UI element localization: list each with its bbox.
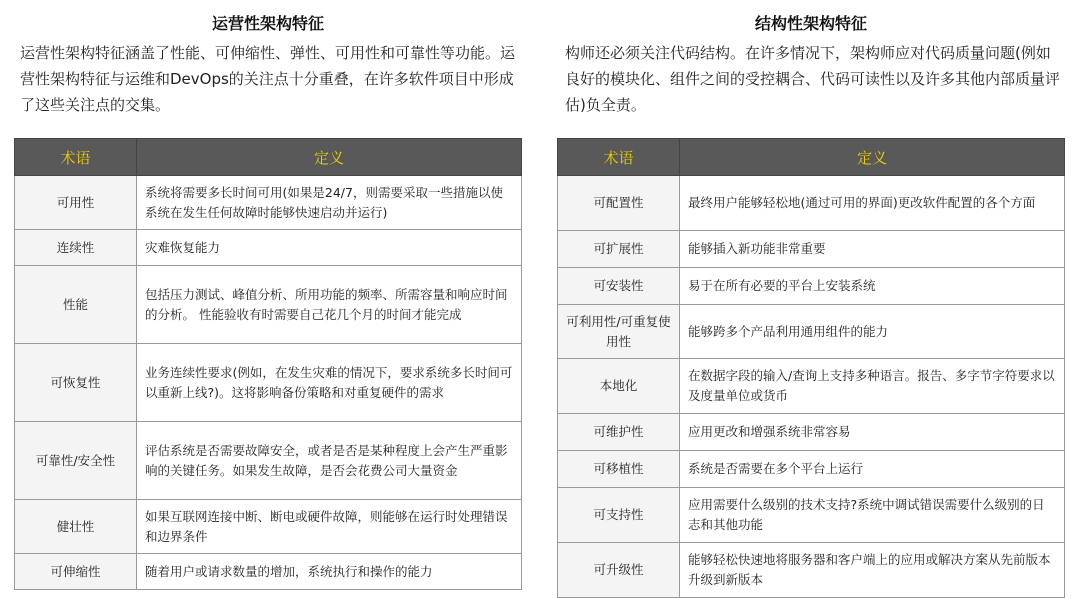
- table-header-row: [15, 139, 522, 176]
- table-row: [15, 230, 522, 266]
- term-cell: 可配置性: [558, 176, 680, 231]
- table-header-row: [558, 139, 1065, 176]
- definition-cell: 应用需要什么级别的技术支持?系统中调试错误需要什么级别的日 志和其他功能: [680, 488, 1065, 543]
- term-cell: 可移植性: [558, 451, 680, 488]
- definition-cell: 能够跨多个产品利用通用组件的能力: [680, 305, 1065, 359]
- header-term: 术语: [15, 139, 137, 176]
- term-cell: 可扩展性: [558, 231, 680, 268]
- structural-title: 结构性架构特征: [754, 14, 867, 33]
- term-cell: 可恢复性: [15, 344, 137, 422]
- definition-cell: 易于在所有必要的平台上安装系统: [680, 268, 1065, 305]
- definition-cell: 业务连续性要求(例如，在发生灾难的情况下，要求系统多长时间可以重新上线?)。这将影响备份策略和对重复硬件的需求: [137, 344, 522, 422]
- header-term: 术语: [558, 139, 680, 176]
- definition-cell: 如果互联网连接中断、断电或硬件故障，则能够在运行时处理错误和边界条件: [137, 500, 522, 554]
- structural-description: 构师还必须关注代码结构。在许多情况下，架构师应对代码质量问题(例如良好的模块化、组件之间的受控耦合、代码可读性以及许多其他内部质量评估)负全责。: [565, 44, 1061, 114]
- table-row: [558, 451, 1065, 488]
- term-cell: 可靠性/安全性: [15, 422, 137, 500]
- table-row: [15, 266, 522, 344]
- table-row: [15, 500, 522, 554]
- table-row: [15, 422, 522, 500]
- structural-table: [557, 138, 1065, 598]
- term-cell: 可伸缩性: [15, 554, 137, 590]
- definition-cell: 包括压力测试、峰值分析、所用功能的频率、所需容量和响应时间的分析。 性能验收有时需要自己花几个月的时间才能完成: [137, 266, 522, 344]
- structural-panel: [557, 0, 1065, 587]
- definition-cell: 能够轻松快速地将服务器和客户端上的应用或解决方案从先前版本升级到新版本: [680, 543, 1065, 598]
- term-cell: 可利用性/可重复使用性: [558, 305, 680, 359]
- header-definition: 定义: [680, 139, 1065, 176]
- table-row: [15, 176, 522, 230]
- term-cell: 可安装性: [558, 268, 680, 305]
- term-cell: 可升级性: [558, 543, 680, 598]
- table-row: [558, 305, 1065, 359]
- term-cell: 可支持性: [558, 488, 680, 543]
- term-cell: 连续性: [15, 230, 137, 266]
- definition-cell: 应用更改和增强系统非常容易: [680, 414, 1065, 451]
- table-row: [558, 543, 1065, 598]
- table-row: [558, 176, 1065, 231]
- operational-description: 运营性架构特征涵盖了性能、可伸缩性、弹性、可用性和可靠性等功能。运营性架构特征与运维和DevOps的关注点十分重叠，在许多软件项目中形成了这些关注点的交集。: [20, 44, 516, 114]
- table-row: [558, 488, 1065, 543]
- table-row: [15, 554, 522, 590]
- definition-cell: 最终用户能够轻松地(通过可用的界面)更改软件配置的各个方面: [680, 176, 1065, 231]
- definition-cell: 在数据字段的输入/查询上支持多种语言。报告、多字节字符要求以及度量单位或货币: [680, 359, 1065, 414]
- header-definition: 定义: [137, 139, 522, 176]
- term-cell: 性能: [15, 266, 137, 344]
- definition-cell: 系统将需要多长时间可用(如果是24/7，则需要采取一些措施以使系统在发生任何故障时能够快速启动并运行): [137, 176, 522, 230]
- operational-title: 运营性架构特征: [211, 14, 324, 33]
- definition-cell: 系统是否需要在多个平台上运行: [680, 451, 1065, 488]
- definition-cell: 能够插入新功能非常重要: [680, 231, 1065, 268]
- definition-cell: 灾难恢复能力: [137, 230, 522, 266]
- table-row: [558, 359, 1065, 414]
- term-cell: 健壮性: [15, 500, 137, 554]
- operational-table: [14, 138, 522, 590]
- table-row: [558, 268, 1065, 305]
- operational-panel: [14, 0, 522, 579]
- term-cell: 本地化: [558, 359, 680, 414]
- definition-cell: 随着用户或请求数量的增加，系统执行和操作的能力: [137, 554, 522, 590]
- table-row: [558, 414, 1065, 451]
- term-cell: 可维护性: [558, 414, 680, 451]
- table-row: [558, 231, 1065, 268]
- definition-cell: 评估系统是否需要故障安全，或者是否是某种程度上会产生严重影响的关键任务。如果发生故障，是否会花费公司大量资金: [137, 422, 522, 500]
- table-row: [15, 344, 522, 422]
- term-cell: 可用性: [15, 176, 137, 230]
